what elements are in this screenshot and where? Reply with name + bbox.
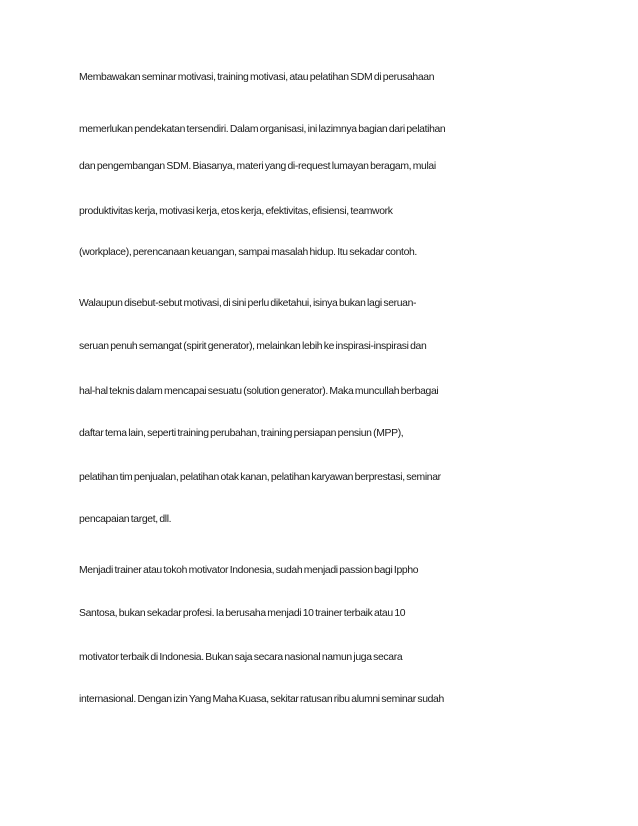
paragraph-3-line-3: motivator terbaik di Indonesia. Bukan saja secara nasional namun juga secara xyxy=(79,652,403,663)
paragraph-2-line-5: pelatihan tim penjualan, pelatihan otak kanan, pelatihan karyawan berprestasi, seminar xyxy=(79,472,441,483)
paragraph-2-line-6: pencapaian target, dll. xyxy=(79,514,172,525)
paragraph-2-line-2: seruan penuh semangat (spirit generator), melainkan lebih ke inspirasi-inspirasi dan xyxy=(79,341,427,352)
paragraph-1-line-1: Membawakan seminar motivasi, training motivasi, atau pelatihan SDM di perusahaan xyxy=(79,72,435,83)
paragraph-2-line-1: Walaupun disebut-sebut motivasi, di sini perlu diketahui, isinya bukan lagi seruan- xyxy=(79,298,417,309)
paragraph-1-line-5: (workplace), perencanaan keuangan, sampai masalah hidup. Itu sekadar contoh. xyxy=(79,247,417,258)
paragraph-1-line-3: dan pengembangan SDM. Biasanya, materi yang di-request lumayan beragam, mulai xyxy=(79,161,436,172)
paragraph-3-line-1: Menjadi trainer atau tokoh motivator Indonesia, sudah menjadi passion bagi Ippho xyxy=(79,565,419,576)
paragraph-3-line-2: Santosa, bukan sekadar profesi. Ia berusaha menjadi 10 trainer terbaik atau 10 xyxy=(79,608,406,619)
paragraph-1-line-4: produktivitas kerja, motivasi kerja, etos kerja, efektivitas, efisiensi, teamwork xyxy=(79,206,393,217)
paragraph-2-line-3: hal-hal teknis dalam mencapai sesuatu (solution generator). Maka muncullah berbagai xyxy=(79,386,439,397)
paragraph-3-line-4: internasional. Dengan izin Yang Maha Kuasa, sekitar ratusan ribu alumni seminar sudah xyxy=(79,694,444,705)
paragraph-2-line-4: daftar tema lain, seperti training perubahan, training persiapan pensiun (MPP), xyxy=(79,428,404,439)
paragraph-1-line-2: memerlukan pendekatan tersendiri. Dalam organisasi, ini lazimnya bagian dari pelatihan xyxy=(79,124,446,135)
